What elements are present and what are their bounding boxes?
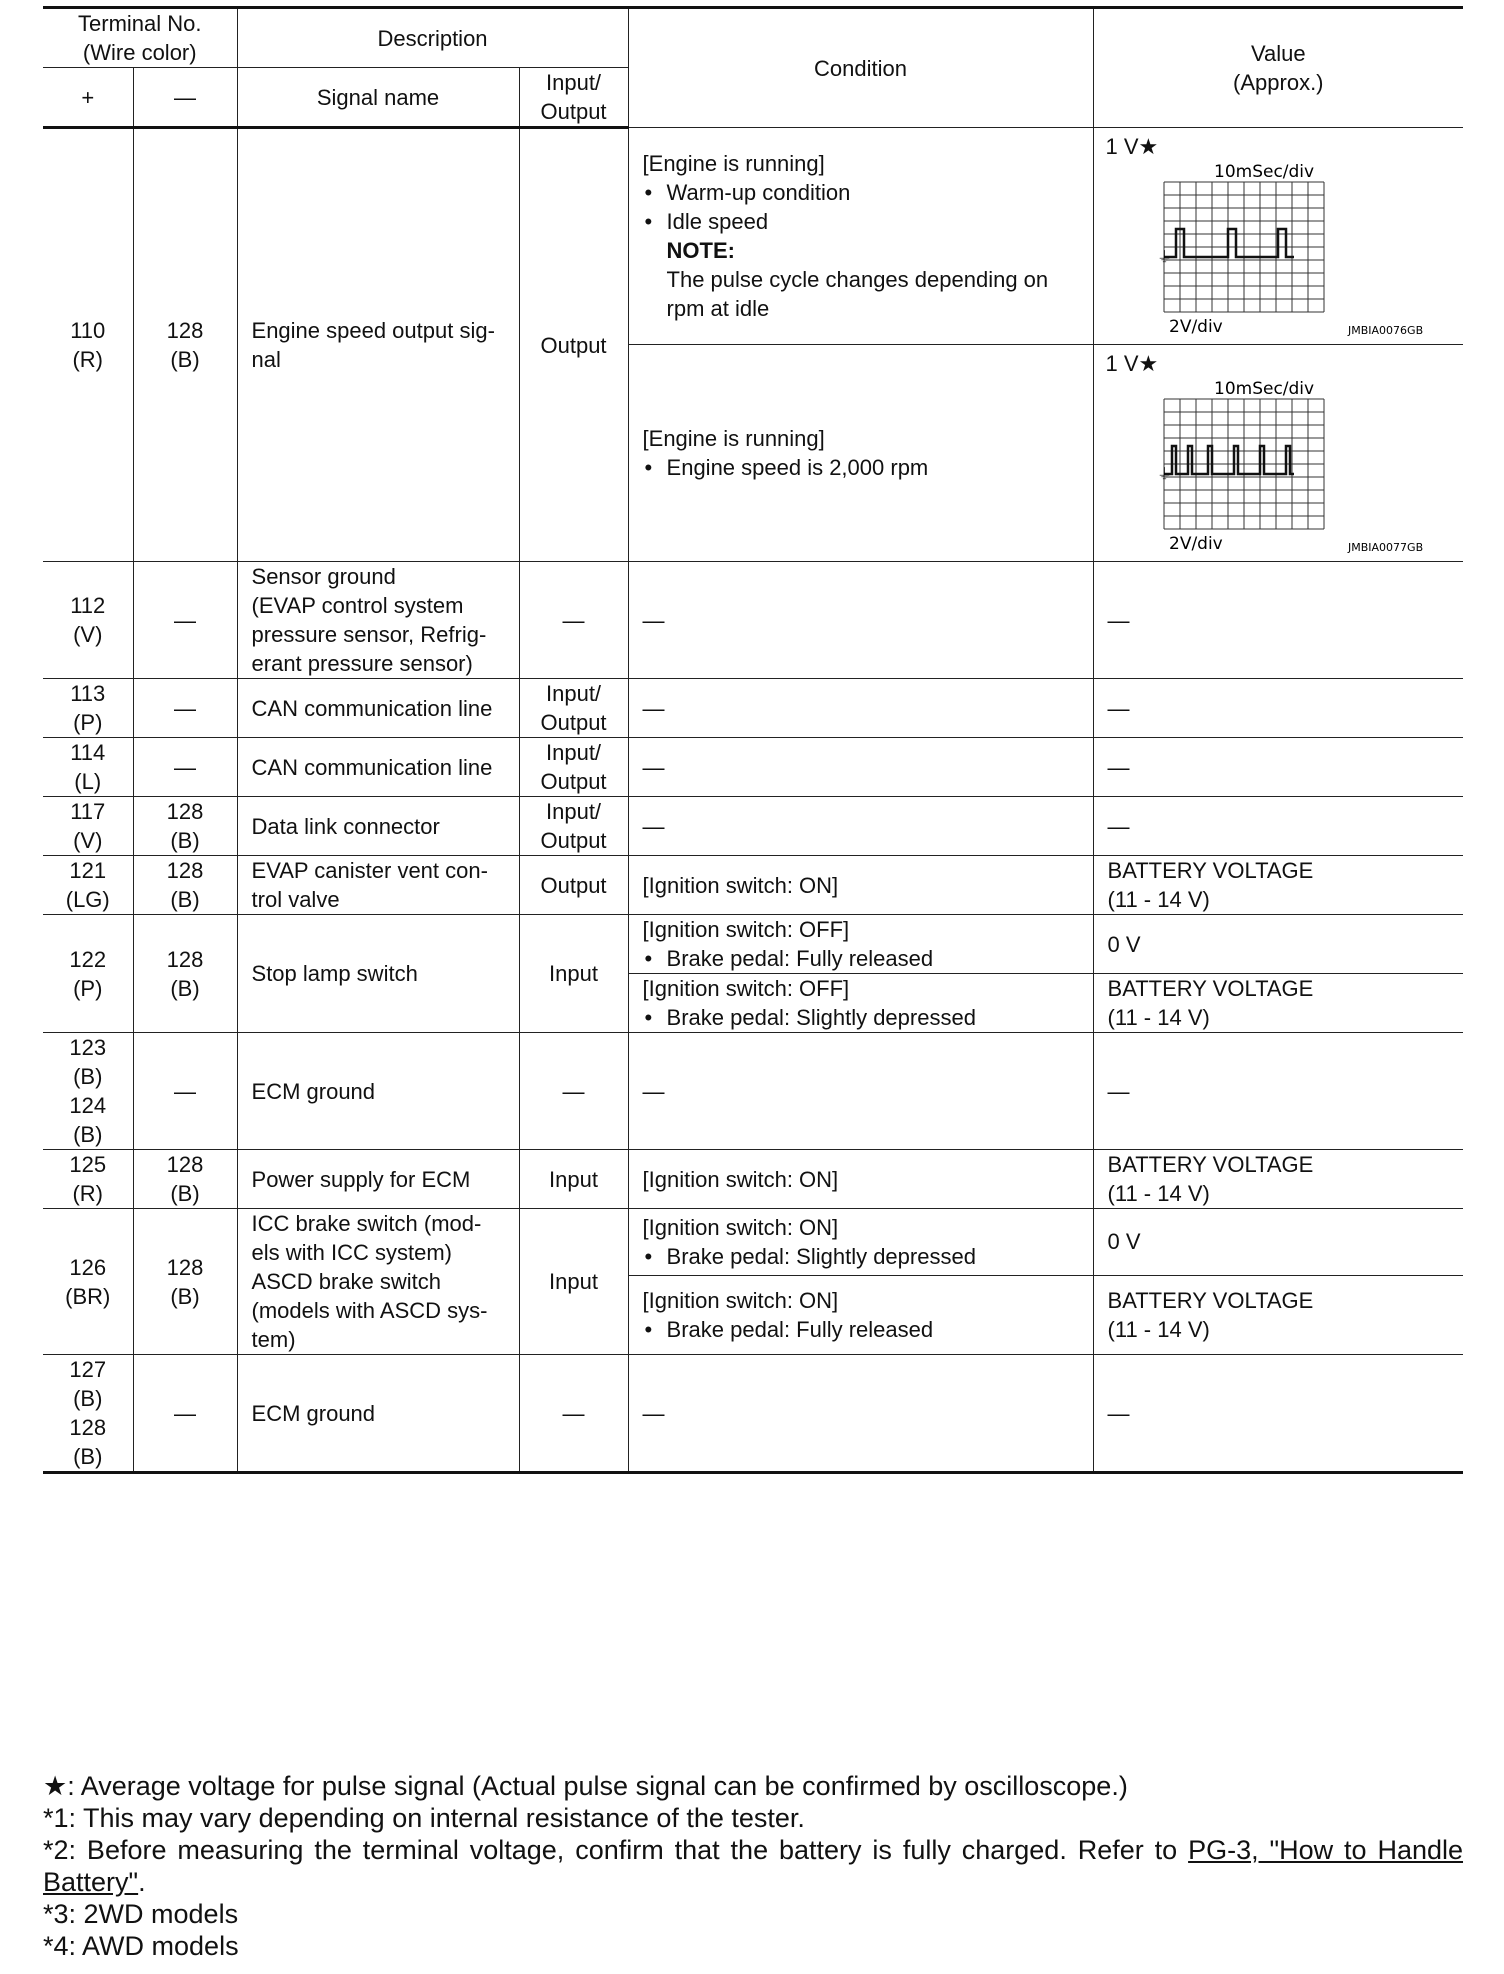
star-note: ★: Average voltage for pulse signal (Actual pulse signal can be confirmed by oscilloscope.) — [43, 1771, 1128, 1801]
input-output: — — [519, 562, 628, 679]
value-cell: — — [1093, 562, 1463, 679]
terminal-plus: 127 (B) 128 (B) — [43, 1355, 133, 1473]
note-2: *2: Before measuring the terminal voltage, confirm that the battery is fully charged. Refer to PG-3, "How to Handle Battery". — [43, 1835, 1464, 1897]
footnotes — [43, 1770, 1463, 1962]
condition-cell: [Ignition switch: OFF] • Brake pedal: Fully released — [628, 915, 1093, 974]
input-output: — — [519, 1033, 628, 1150]
condition-cell: [Ignition switch: ON] • Brake pedal: Fully released — [628, 1275, 1093, 1354]
table-row — [43, 1209, 1463, 1276]
note-1: *1: This may vary depending on internal resistance of the tester. — [43, 1803, 805, 1833]
input-output: Input/ Output — [519, 797, 628, 856]
header-value: Value (Approx.) — [1093, 8, 1463, 128]
value-cell: 0 V — [1093, 1209, 1463, 1276]
timebase-label: 10mSec/div — [1213, 379, 1314, 399]
terminal-minus: 128 (B) — [133, 797, 237, 856]
value-cell: BATTERY VOLTAGE (11 - 14 V) — [1093, 974, 1463, 1033]
terminal-minus: — — [133, 738, 237, 797]
condition-cell: — — [628, 1355, 1093, 1473]
condition-cell: — — [628, 797, 1093, 856]
table-row — [43, 562, 1463, 679]
condition-cell: [Ignition switch: ON] — [628, 1150, 1093, 1209]
table-row — [43, 679, 1463, 738]
value-cell — [1093, 128, 1463, 345]
average-voltage-label: 1 V★ — [1105, 351, 1159, 376]
table-row — [43, 128, 1463, 345]
table-row — [43, 1033, 1463, 1150]
signal-name: ICC brake switch (mod- els with ICC system) ASCD brake switch (models with ASCD sys- tem) — [237, 1209, 519, 1355]
header-condition: Condition — [628, 8, 1093, 128]
value-cell: — — [1093, 1355, 1463, 1473]
header-input-output: Input/ Output — [519, 68, 628, 128]
value-cell: — — [1093, 679, 1463, 738]
signal-name: Stop lamp switch — [237, 915, 519, 1033]
input-output: Input — [519, 1150, 628, 1209]
value-cell: BATTERY VOLTAGE (11 - 14 V) — [1093, 1150, 1463, 1209]
value-cell: — — [1093, 797, 1463, 856]
input-output: — — [519, 1355, 628, 1473]
table-row — [43, 856, 1463, 915]
terminal-plus: 125 (R) — [43, 1150, 133, 1209]
terminal-minus: — — [133, 679, 237, 738]
condition-cell: [Ignition switch: ON] • Brake pedal: Slightly depressed — [628, 1209, 1093, 1276]
input-output: Input/ Output — [519, 738, 628, 797]
condition-cell: [Ignition switch: ON] — [628, 856, 1093, 915]
condition-cell: — — [628, 679, 1093, 738]
terminal-plus: 117 (V) — [43, 797, 133, 856]
condition-cell: [Ignition switch: OFF] • Brake pedal: Slightly depressed — [628, 974, 1093, 1033]
figure-id: JMBIA0077GB — [1347, 541, 1423, 554]
signal-name: EVAP canister vent con- trol valve — [237, 856, 519, 915]
terminal-minus: 128 (B) — [133, 856, 237, 915]
signal-name: Engine speed output sig- nal — [237, 128, 519, 562]
value-cell: BATTERY VOLTAGE (11 - 14 V) — [1093, 856, 1463, 915]
value-cell: — — [1093, 1033, 1463, 1150]
table-row — [43, 797, 1463, 856]
input-output: Output — [519, 128, 628, 562]
input-output: Input/ Output — [519, 679, 628, 738]
value-cell: — — [1093, 738, 1463, 797]
header-signal-name: Signal name — [237, 68, 519, 128]
note-4: *4: AWD models — [43, 1931, 239, 1961]
pulse-trace — [1164, 229, 1294, 257]
figure-id: JMBIA0076GB — [1347, 324, 1423, 337]
volt-div-label: 2V/div — [1168, 317, 1223, 337]
table-row — [43, 915, 1463, 974]
terminal-minus: — — [133, 1355, 237, 1473]
pulse-trace — [1164, 446, 1294, 474]
ground-symbol-icon: ⏚ — [1156, 465, 1172, 483]
header-terminal-no: Terminal No. (Wire color) — [43, 8, 237, 68]
signal-name: CAN communication line — [237, 738, 519, 797]
signal-name: Power supply for ECM — [237, 1150, 519, 1209]
header-description: Description — [237, 8, 628, 68]
terminal-plus: 121 (LG) — [43, 856, 133, 915]
oscilloscope-waveform-idle — [1106, 162, 1436, 340]
terminal-minus: 128 (B) — [133, 128, 237, 562]
terminal-plus: 123 (B) 124 (B) — [43, 1033, 133, 1150]
signal-name: ECM ground — [237, 1355, 519, 1473]
ground-symbol-icon: ⏚ — [1156, 248, 1172, 266]
terminal-plus: 113 (P) — [43, 679, 133, 738]
condition-cell: [Engine is running] • Warm-up condition • Idle speed NOTE: The pulse cycle changes depending on rpm at idle — [628, 128, 1093, 345]
terminal-plus: 122 (P) — [43, 915, 133, 1033]
terminal-minus: 128 (B) — [133, 915, 237, 1033]
table-row — [43, 738, 1463, 797]
oscilloscope-waveform-2000rpm — [1106, 379, 1436, 557]
terminal-minus: — — [133, 562, 237, 679]
header-minus: — — [133, 68, 237, 128]
scope-grid — [1164, 182, 1324, 312]
ecm-terminal-table — [43, 6, 1463, 1474]
value-cell: 0 V — [1093, 915, 1463, 974]
input-output: Output — [519, 856, 628, 915]
input-output: Input — [519, 1209, 628, 1355]
table-row — [43, 1355, 1463, 1473]
condition-cell: — — [628, 1033, 1093, 1150]
average-voltage-label: 1 V★ — [1105, 134, 1159, 159]
timebase-label: 10mSec/div — [1213, 162, 1314, 182]
terminal-minus: 128 (B) — [133, 1209, 237, 1355]
volt-div-label: 2V/div — [1168, 534, 1223, 554]
star-icon: ★ — [43, 1771, 68, 1801]
terminal-plus: 126 (BR) — [43, 1209, 133, 1355]
condition-cell: — — [628, 562, 1093, 679]
terminal-minus: — — [133, 1033, 237, 1150]
battery-reference-link[interactable]: PG-3, "How to Handle Battery" — [43, 1835, 1464, 1897]
condition-cell: [Engine is running] • Engine speed is 2,000 rpm — [628, 345, 1093, 562]
terminal-plus: 114 (L) — [43, 738, 133, 797]
terminal-plus: 110 (R) — [43, 128, 133, 562]
input-output: Input — [519, 915, 628, 1033]
terminal-plus: 112 (V) — [43, 562, 133, 679]
signal-name: ECM ground — [237, 1033, 519, 1150]
terminal-minus: 128 (B) — [133, 1150, 237, 1209]
header-plus: + — [43, 68, 133, 128]
signal-name: CAN communication line — [237, 679, 519, 738]
condition-cell: — — [628, 738, 1093, 797]
note-3: *3: 2WD models — [43, 1899, 239, 1929]
table-row — [43, 1150, 1463, 1209]
signal-name: Sensor ground (EVAP control system pressure sensor, Refrig- erant pressure sensor) — [237, 562, 519, 679]
value-cell: BATTERY VOLTAGE (11 - 14 V) — [1093, 1275, 1463, 1354]
signal-name: Data link connector — [237, 797, 519, 856]
value-cell — [1093, 345, 1463, 562]
